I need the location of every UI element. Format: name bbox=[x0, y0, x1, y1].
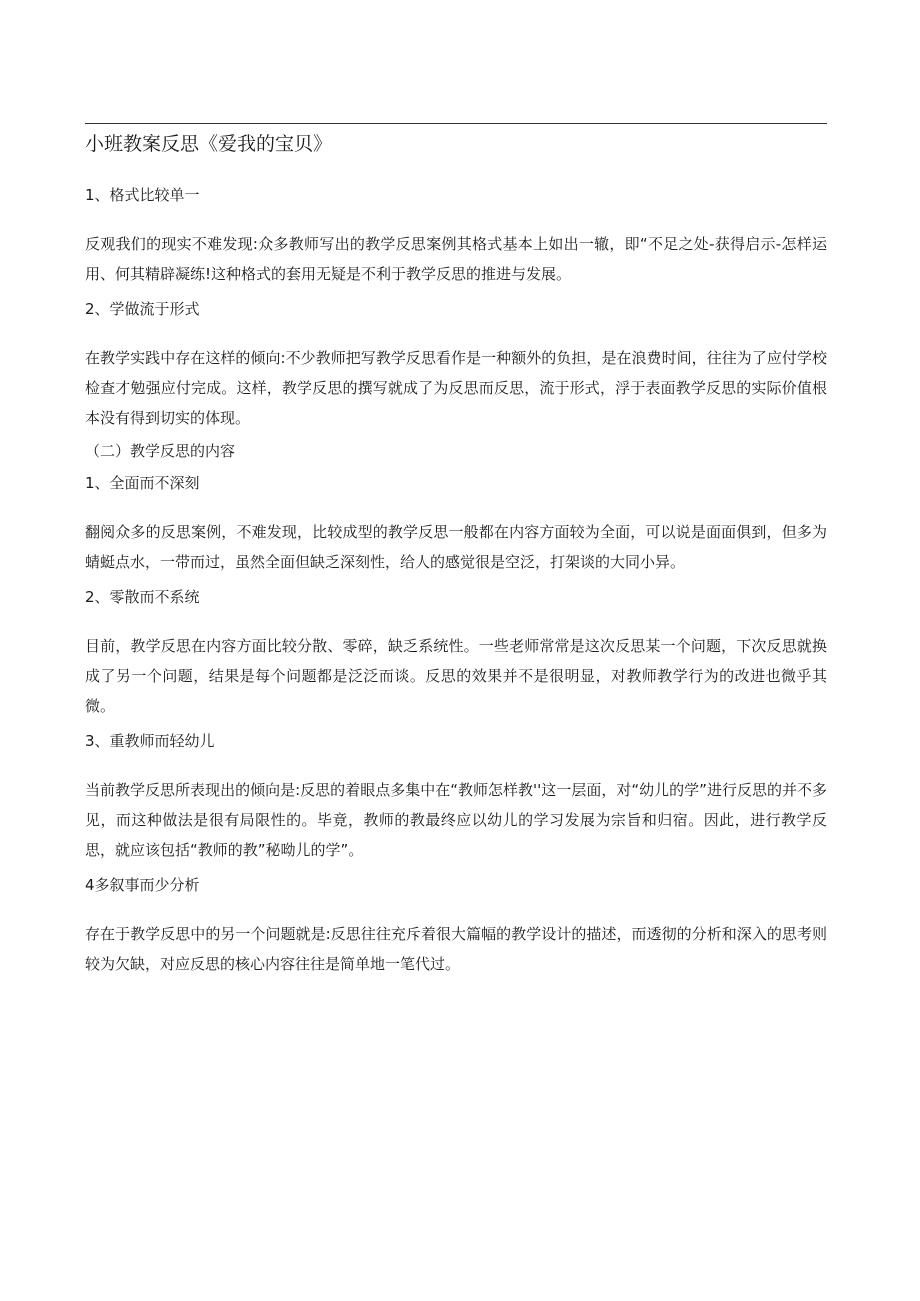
section-heading: 1、格式比较单一 bbox=[85, 186, 200, 204]
section-heading: 3、重教师而轻幼儿 bbox=[85, 732, 215, 750]
section-paragraph: 当前教学反思所表现出的倾向是:反思的着眼点多集中在“教师怎样教''这一层面，对“幼儿的学”进行反思的并不多见，而这种做法是很有局限性的。毕竟，教师的教最终应以幼儿的学习发展为宗旨和归宿。因此，进行教学反思，就应该包括“教师的教”秘呦儿的学”。 bbox=[85, 781, 827, 859]
section-heading: 2、学做流于形式 bbox=[85, 300, 200, 318]
section-heading: 1、全面而不深刻 bbox=[85, 474, 200, 492]
document-body bbox=[85, 183, 827, 979]
section-paragraph: 存在于教学反思中的另一个问题就是:反思往往充斥着很大篇幅的教学设计的描述，而透彻的分析和深入的思考则较为欠缺，对应反思的核心内容往往是简单地一笔代过。 bbox=[85, 925, 827, 973]
section-paragraph: 反观我们的现实不难发现:众多教师写出的教学反思案例其格式基本上如出一辙，即“不足之处-获得启示-怎样运用、何其精辟凝练!这种格式的套用无疑是不利于教学反思的推进与发展。 bbox=[85, 235, 827, 283]
section-heading: （二）教学反思的内容 bbox=[85, 442, 236, 460]
document-title: 小班教案反思《爱我的宝贝》 bbox=[85, 133, 333, 155]
section-heading: 2、零散而不系统 bbox=[85, 588, 200, 606]
section-paragraph: 在教学实践中存在这样的倾向:不少教师把写教学反思看作是一种额外的负担，是在浪费时间，往往为了应付学校检查才勉强应付完成。这样，教学反思的撰写就成了为反思而反思，流于形式，浮于表面教学反思的实际价值根本没有得到切实的体现。 bbox=[85, 349, 827, 427]
section-paragraph: 翻阅众多的反思案例，不难发现，比较成型的教学反思一般都在内容方面较为全面，可以说是面面俱到，但多为蜻蜓点水，一带而过，虽然全面但缺乏深刻性，给人的感觉很是空泛，打架谈的大同小异。 bbox=[85, 523, 827, 571]
section-heading: 4多叙事而少分析 bbox=[85, 876, 200, 894]
section-paragraph: 目前，教学反思在内容方面比较分散、零碎，缺乏系统性。一些老师常常是这次反思某一个问题，下次反思就换成了另一个问题，结果是每个问题都是泛泛而谈。反思的效果并不是很明显，对教师教学行为的改进也微乎其微。 bbox=[85, 637, 827, 715]
header-rule bbox=[85, 123, 827, 124]
